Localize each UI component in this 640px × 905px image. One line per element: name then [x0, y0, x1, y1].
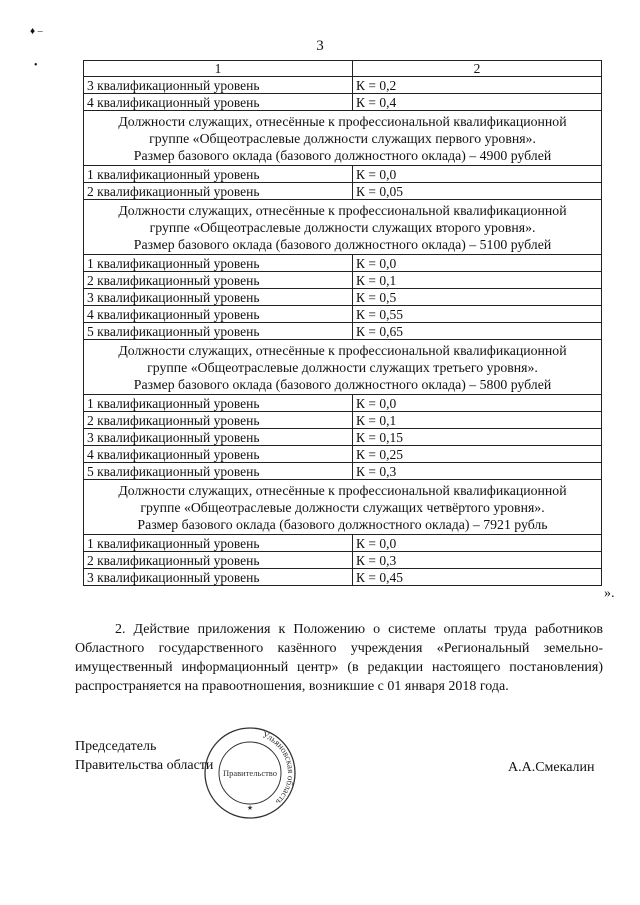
table-row: [84, 183, 602, 200]
group-header-row: [84, 480, 602, 535]
coefficient-cell: К = 0,55: [353, 306, 602, 323]
signatory-title-line2: Правительства области: [75, 758, 214, 773]
group-description-line: Размер базового оклада (базового должностного оклада) – 4900 рублей: [133, 148, 552, 163]
coefficient-cell: К = 0,0: [353, 255, 602, 272]
table-row: [84, 323, 602, 340]
table-row: [84, 535, 602, 552]
qualification-level-cell: 5 квалификационный уровень: [84, 463, 353, 480]
qualification-level-cell: 1 квалификационный уровень: [84, 166, 353, 183]
qualification-level-cell: 3 квалификационный уровень: [84, 569, 353, 586]
qualification-level-cell: 2 квалификационный уровень: [84, 552, 353, 569]
coefficient-cell: К = 0,2: [353, 77, 602, 94]
qualification-level-cell: 3 квалификационный уровень: [84, 77, 353, 94]
group-description: [84, 340, 602, 395]
qualification-level-cell: 2 квалификационный уровень: [84, 412, 353, 429]
table-row: [84, 569, 602, 586]
signatory-title-line1: Председатель: [75, 739, 157, 754]
paragraph-2-text: 2. Действие приложения к Положению о системе оплаты труда работников Областного государственного казённого учреждения «Региональный земельно-имущественный информационный центр» (в редакции настоящего постановления) распространяется на правоотношения, возникшие с 01 января 2018 года.: [75, 622, 603, 694]
group-description-line: Должности служащих, отнесённые к профессиональной квалификационной: [118, 114, 567, 129]
coefficient-cell: К = 0,45: [353, 569, 602, 586]
group-description-line: группе «Общеотраслевые должности служащих второго уровня».: [149, 220, 536, 235]
qualification-level-cell: 4 квалификационный уровень: [84, 94, 353, 111]
group-header-row: [84, 111, 602, 166]
qualification-level-cell: 1 квалификационный уровень: [84, 395, 353, 412]
table-row: [84, 446, 602, 463]
official-seal-stamp: [202, 725, 298, 821]
qualification-level-cell: 3 квалификационный уровень: [84, 289, 353, 306]
qualification-level-cell: 4 квалификационный уровень: [84, 306, 353, 323]
coefficient-cell: К = 0,1: [353, 272, 602, 289]
table-row: [84, 94, 602, 111]
group-description-line: Должности служащих, отнесённые к профессиональной квалификационной: [118, 483, 567, 498]
coefficient-cell: К = 0,0: [353, 166, 602, 183]
group-description-line: Должности служащих, отнесённые к профессиональной квалификационной: [118, 343, 567, 358]
closing-quote: ».: [604, 586, 615, 601]
coefficient-cell: К = 0,05: [353, 183, 602, 200]
paragraph-2: [75, 620, 603, 696]
coefficient-cell: К = 0,25: [353, 446, 602, 463]
qualification-level-cell: 4 квалификационный уровень: [84, 446, 353, 463]
coefficient-cell: К = 0,3: [353, 463, 602, 480]
scan-mark: •: [34, 60, 38, 71]
qualification-level-cell: 3 квалификационный уровень: [84, 429, 353, 446]
group-description-line: группе «Общеотраслевые должности служащих четвёртого уровня».: [140, 500, 545, 515]
group-description-line: Размер базового оклада (базового должностного оклада) – 5800 рублей: [133, 377, 552, 392]
page-number: 3: [316, 38, 324, 54]
table-row: [84, 289, 602, 306]
group-description: [84, 480, 602, 535]
coefficient-cell: К = 0,0: [353, 535, 602, 552]
coefficient-cell: К = 0,3: [353, 552, 602, 569]
table-row: [84, 395, 602, 412]
signatory-title: [75, 737, 213, 775]
scan-mark: ♦ –: [30, 26, 43, 37]
table-row: [84, 255, 602, 272]
group-header-row: [84, 340, 602, 395]
table-row: [84, 272, 602, 289]
seal-star-icon: ★: [246, 804, 254, 812]
coefficient-cell: К = 0,5: [353, 289, 602, 306]
table-row: [84, 306, 602, 323]
coefficient-cell: К = 0,15: [353, 429, 602, 446]
group-description: [84, 111, 602, 166]
group-description-line: группе «Общеотраслевые должности служащих первого уровня».: [149, 131, 536, 146]
salary-coefficient-table: [83, 60, 602, 586]
group-description-line: Размер базового оклада (базового должностного оклада) – 7921 рубль: [137, 517, 548, 532]
table-header-row: [84, 61, 602, 77]
coefficient-cell: К = 0,65: [353, 323, 602, 340]
table-row: [84, 412, 602, 429]
qualification-level-cell: 2 квалификационный уровень: [84, 272, 353, 289]
group-header-row: [84, 200, 602, 255]
column-header: 2: [353, 61, 602, 77]
qualification-level-cell: 1 квалификационный уровень: [84, 255, 353, 272]
signatory-name: А.А.Смекалин: [508, 760, 595, 775]
column-header: 1: [84, 61, 353, 77]
coefficient-cell: К = 0,1: [353, 412, 602, 429]
seal-center-text: Правительство: [222, 768, 278, 778]
table-row: [84, 77, 602, 94]
coefficient-cell: К = 0,0: [353, 395, 602, 412]
seal-outer-text: Ульяновская область: [261, 729, 297, 808]
table-row: [84, 552, 602, 569]
table-row: [84, 166, 602, 183]
coefficient-cell: К = 0,4: [353, 94, 602, 111]
qualification-level-cell: 5 квалификационный уровень: [84, 323, 353, 340]
group-description-line: Должности служащих, отнесённые к профессиональной квалификационной: [118, 203, 567, 218]
group-description-line: Размер базового оклада (базового должностного оклада) – 5100 рублей: [133, 237, 552, 252]
table-row: [84, 429, 602, 446]
qualification-level-cell: 1 квалификационный уровень: [84, 535, 353, 552]
table-row: [84, 463, 602, 480]
group-description: [84, 200, 602, 255]
group-description-line: группе «Общеотраслевые должности служащих третьего уровня».: [147, 360, 538, 375]
qualification-level-cell: 2 квалификационный уровень: [84, 183, 353, 200]
